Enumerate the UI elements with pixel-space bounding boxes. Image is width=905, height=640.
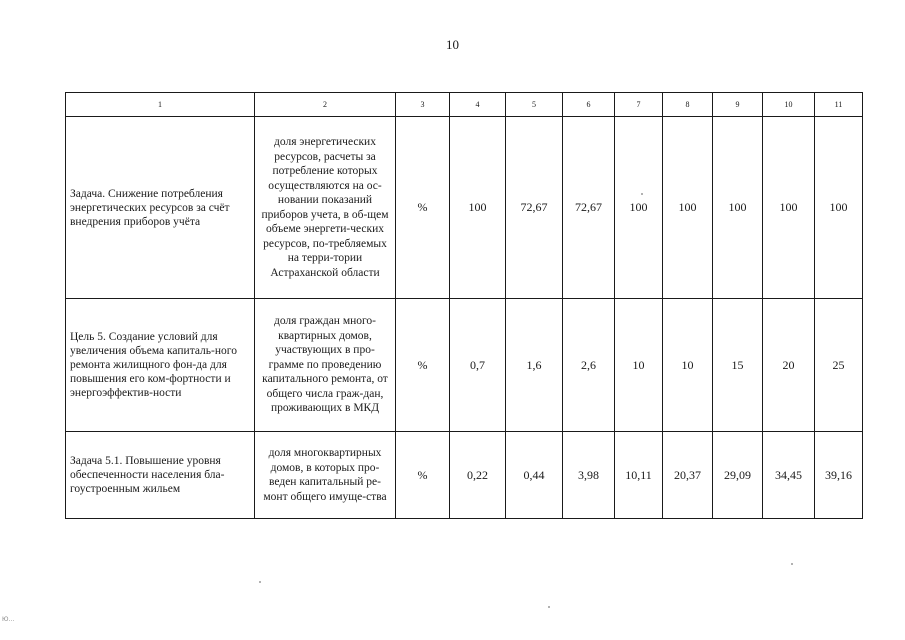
value-cell: 10	[663, 299, 713, 432]
corner-scan-mark: Ю…	[2, 616, 15, 623]
value-cell: 25	[815, 299, 863, 432]
indicator-cell: доля граждан много-квартирных домов, участвующих в про-грамме по проведению капитального ремонта, от общего числа граж-дан, проживающих в МКД	[255, 299, 396, 432]
value-cell: 29,09	[713, 432, 763, 519]
column-header: 5	[506, 93, 563, 117]
page-number: 10	[446, 37, 459, 52]
value-cell: 1,6	[506, 299, 563, 432]
value-cell: 0,44	[506, 432, 563, 519]
value-cell: 0,7	[450, 299, 506, 432]
indicator-cell: доля многоквартирных домов, в которых про-веден капитальный ре-монт общего имуще-ства	[255, 432, 396, 519]
column-header: 7	[615, 93, 663, 117]
value-cell: 20,37	[663, 432, 713, 519]
value-cell: 34,45	[763, 432, 815, 519]
value-cell: 15	[713, 299, 763, 432]
table-header-row	[66, 93, 863, 117]
value-cell: 3,98	[563, 432, 615, 519]
value-cell: 72,67	[563, 117, 615, 299]
scan-speck	[259, 581, 261, 583]
column-header: 3	[396, 93, 450, 117]
value-cell: 2,6	[563, 299, 615, 432]
unit-cell: %	[396, 432, 450, 519]
value-cell: 20	[763, 299, 815, 432]
table-row	[66, 117, 863, 299]
column-header: 2	[255, 93, 396, 117]
scan-speck	[791, 563, 793, 565]
value-cell: 100	[815, 117, 863, 299]
column-header: 8	[663, 93, 713, 117]
value-cell: 100	[615, 117, 663, 299]
indicator-cell: доля энергетических ресурсов, расчеты за потребление которых осуществляются на ос-новании показаний приборов учета, в об-щем объеме энергети-ческих ресурсов, по-требляемых на терри-тории Астраханской области	[255, 117, 396, 299]
table-row	[66, 432, 863, 519]
unit-cell: %	[396, 117, 450, 299]
table-row	[66, 299, 863, 432]
value-cell: 0,22	[450, 432, 506, 519]
column-header: 10	[763, 93, 815, 117]
column-header: 4	[450, 93, 506, 117]
row-name-cell: Цель 5. Создание условий для увеличения объема капиталь-ного ремонта жилищного фон-да для повышения его ком-фортности и энергоэффектив-ности	[66, 299, 255, 432]
column-header: 6	[563, 93, 615, 117]
indicators-table	[65, 92, 863, 519]
scan-speck	[641, 193, 643, 195]
value-cell: 100	[663, 117, 713, 299]
value-cell: 10,11	[615, 432, 663, 519]
value-cell: 39,16	[815, 432, 863, 519]
unit-cell: %	[396, 299, 450, 432]
column-header: 11	[815, 93, 863, 117]
value-cell: 10	[615, 299, 663, 432]
value-cell: 72,67	[506, 117, 563, 299]
value-cell: 100	[450, 117, 506, 299]
value-cell: 100	[713, 117, 763, 299]
value-cell: 100	[763, 117, 815, 299]
row-name-cell: Задача 5.1. Повышение уровня обеспеченности населения бла-гоустроенным жильем	[66, 432, 255, 519]
column-header: 1	[66, 93, 255, 117]
row-name-cell: Задача. Снижение потребления энергетических ресурсов за счёт внедрения приборов учёта	[66, 117, 255, 299]
scan-speck	[548, 606, 550, 608]
column-header: 9	[713, 93, 763, 117]
